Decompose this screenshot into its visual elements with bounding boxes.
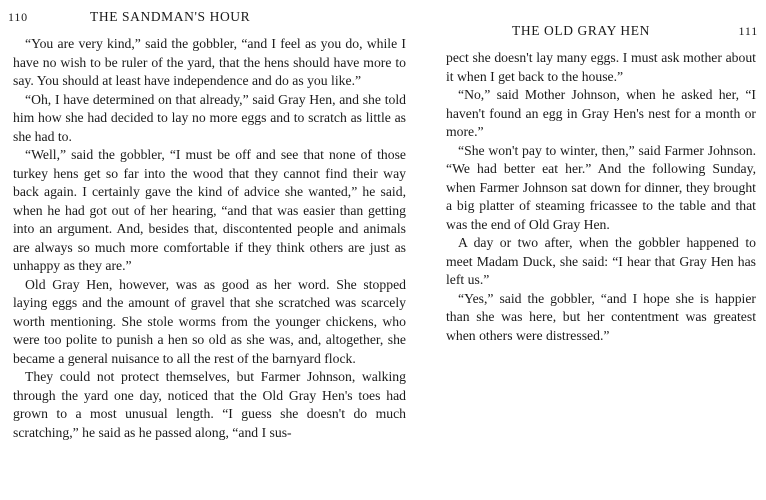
continued-paragraph: pect she doesn't lay many eggs. I must ask mother about it when I get back to the house.” bbox=[446, 50, 756, 84]
paragraph: Old Gray Hen, however, was as good as her word. She stopped laying eggs and the amount of gravel that she scratched was scarcely worth mentioning. She stole worms from the younger chickens, who were too polite to punish a hen so old as she was, and, altogether, she became a general nuisance to all the rest of the barnyard flock. bbox=[13, 276, 406, 366]
paragraph: “Oh, I have determined on that already,” said Gray Hen, and she told him how she had decided to lay no more eggs and to scratch as little as she had to. bbox=[13, 91, 406, 144]
paragraph: “Yes,” said the gobbler, “and I hope she is happier than she was here, but her contentment was greatest when others were distressed.” bbox=[446, 290, 756, 343]
paragraph: They could not protect themselves, but Farmer Johnson, walking through the yard one day, noticed that the Old Gray Hen's toes had grown to a most unusual length. “I guess she doesn't do much scratching,” he said as he passed along, “and I sus- bbox=[13, 369, 406, 440]
paragraph: “She won't pay to winter, then,” said Farmer Johnson. “We had better eat her.” And the following Sunday, when Farmer Johnson sat down for dinner, they brought a big platter of steaming fricassee to the table and that was the end of Old Gray Hen. bbox=[446, 142, 756, 232]
left-page-body bbox=[13, 35, 406, 442]
page-number-right: 111 bbox=[738, 24, 758, 38]
paragraph: “You are very kind,” said the gobbler, “and I feel as you do, while I have no wish to be ruler of the yard, that the hens should have more to say. You should at least have independence and do as you like.” bbox=[13, 36, 406, 88]
running-head-left: THE SANDMAN'S HOUR bbox=[90, 9, 251, 24]
right-page-body bbox=[446, 49, 756, 345]
paragraph: A day or two after, when the gobbler happened to meet Madam Duck, she said: “I hear that Gray Hen has left us.” bbox=[446, 235, 756, 287]
right-page bbox=[418, 0, 766, 500]
paragraph: “No,” said Mother Johnson, when he asked her, “I haven't found an egg in Gray Hen's nest for a month or more.” bbox=[446, 87, 756, 139]
page-number-left: 110 bbox=[8, 10, 28, 24]
paragraph: “Well,” said the gobbler, “I must be off and see that none of those turkey hens get so far into the wood that they cannot find their way back again. I certainly gave the kind of advice she wanted,” he said, when he had got out of her hearing, “and that was easier than getting into an argument. And, besides that, discontented people and animals are always so much more comfortable if they think others are just as unhappy as they are.” bbox=[13, 147, 406, 273]
running-head-right: THE OLD GRAY HEN bbox=[512, 23, 650, 38]
